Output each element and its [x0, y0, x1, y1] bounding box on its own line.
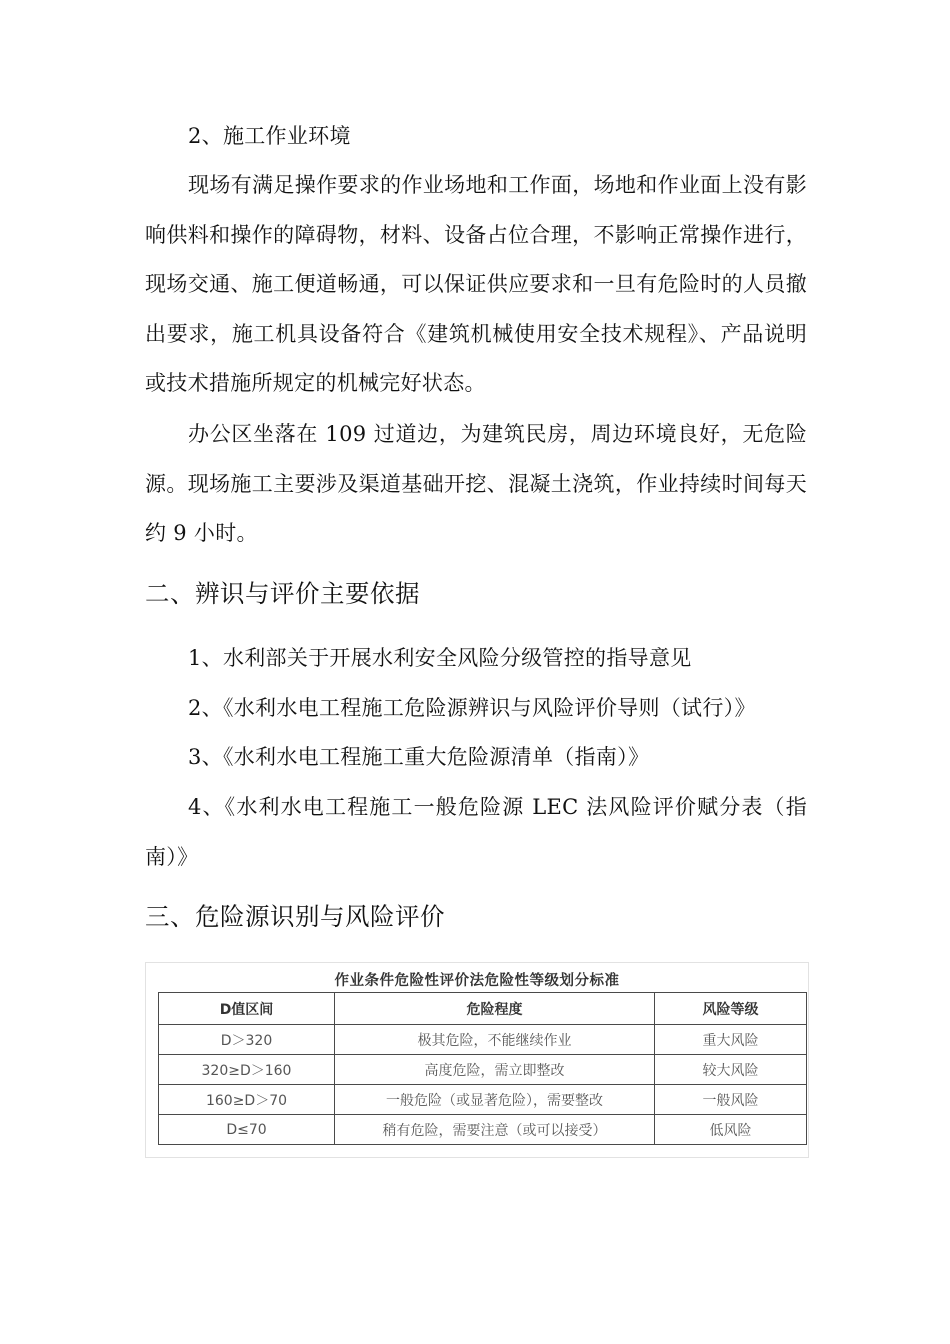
cell-danger-level: 高度危险，需立即整改	[335, 1055, 655, 1085]
basis-item-3: 3、《水利水电工程施工重大危险源清单（指南）》	[188, 745, 650, 769]
header-risk-grade: 风险等级	[655, 993, 807, 1025]
cell-d-range: 160≥D＞70	[159, 1085, 335, 1115]
paragraph-site-conditions: 现场有满足操作要求的作业场地和工作面，场地和作业面上没有影响供料和操作的障碍物，材料、设备占位合理，不影响正常操作进行，现场交通、施工便道畅通，可以保证供应要求和一旦有危险时的人员撤出要求，施工机具设备符合《建筑机械使用安全技术规程》、产品说明或技术措施所规定的机械完好状态。	[145, 173, 807, 395]
cell-d-range: 320≥D＞160	[159, 1055, 335, 1085]
subheading-text: 2、施工作业环境	[188, 124, 351, 148]
cell-risk-grade: 较大风险	[655, 1055, 807, 1085]
section-heading-hazard-identification: 三、危险源识别与风险评价	[145, 902, 445, 931]
table-title: 作业条件危险性评价法危险性等级划分标准	[334, 973, 620, 989]
cell-danger-level: 一般危险（或显著危险），需要整改	[335, 1085, 655, 1115]
table-row	[159, 1025, 807, 1055]
cell-danger-level: 稍有危险，需要注意（或可以接受）	[335, 1115, 655, 1145]
basis-item-4: 4、《水利水电工程施工一般危险源 LEC 法风险评价赋分表（指南）》	[145, 795, 807, 869]
subheading-construction-environment	[145, 112, 807, 162]
risk-grade-table-figure	[145, 962, 809, 1158]
table-header-row	[159, 993, 807, 1025]
cell-risk-grade: 一般风险	[655, 1085, 807, 1115]
header-danger-level: 危险程度	[335, 993, 655, 1025]
basis-item-1: 1、水利部关于开展水利安全风险分级管控的指导意见	[188, 646, 692, 670]
cell-risk-grade: 重大风险	[655, 1025, 807, 1055]
risk-grade-table	[158, 992, 807, 1145]
cell-d-range: D≤70	[159, 1115, 335, 1145]
table-row	[159, 1085, 807, 1115]
cell-risk-grade: 低风险	[655, 1115, 807, 1145]
table-row	[159, 1115, 807, 1145]
section-heading-basis: 二、辨识与评价主要依据	[145, 579, 420, 608]
cell-d-range: D＞320	[159, 1025, 335, 1055]
cell-danger-level: 极其危险，不能继续作业	[335, 1025, 655, 1055]
table-row	[159, 1055, 807, 1085]
paragraph-office-area: 办公区坐落在 109 过道边，为建筑民房，周边环境良好，无危险源。现场施工主要涉及渠道基础开挖、混凝土浇筑，作业持续时间每天约 9 小时。	[145, 422, 807, 545]
basis-item-2: 2、《水利水电工程施工危险源辨识与风险评价导则（试行）》	[188, 696, 756, 720]
header-d-range: D值区间	[159, 993, 335, 1025]
